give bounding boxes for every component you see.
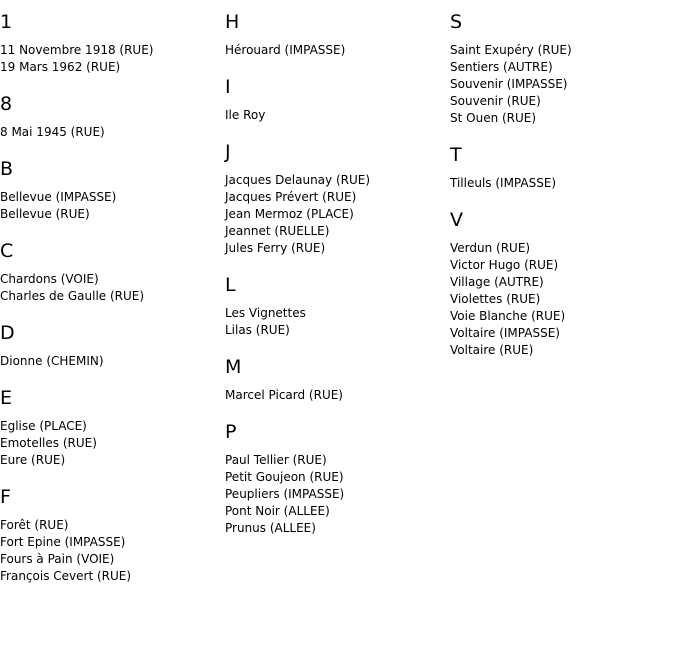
- street-item: Fort Epine (IMPASSE): [0, 535, 126, 549]
- street-item: Souvenir (IMPASSE): [450, 77, 568, 91]
- street-item: Voltaire (IMPASSE): [450, 326, 560, 340]
- street-item: Saint Exupéry (RUE): [450, 43, 572, 57]
- letter-section: [225, 274, 445, 339]
- street-item: François Cevert (RUE): [0, 569, 132, 583]
- letter-heading: T: [450, 144, 462, 166]
- street-list: [225, 172, 445, 257]
- street-item: Fours à Pain (VOIE): [0, 552, 115, 566]
- letter-heading: I: [225, 76, 231, 98]
- street-list: [450, 42, 670, 127]
- letter-section: [225, 141, 445, 257]
- street-item: Tilleuls (IMPASSE): [450, 176, 557, 190]
- street-item: St Ouen (RUE): [450, 111, 537, 125]
- street-item: 8 Mai 1945 (RUE): [0, 125, 105, 139]
- street-list: [225, 42, 445, 59]
- street-list: [0, 189, 220, 223]
- letter-heading: D: [0, 322, 15, 344]
- letter-section: [225, 356, 445, 404]
- letter-section: [0, 387, 220, 469]
- street-item: Ile Roy: [225, 108, 266, 122]
- street-item: Emotelles (RUE): [0, 436, 97, 450]
- letter-heading: V: [450, 209, 463, 231]
- street-item: Dionne (CHEMIN): [0, 354, 104, 368]
- street-list: [450, 240, 670, 359]
- street-item: Voie Blanche (RUE): [450, 309, 566, 323]
- street-item: Verdun (RUE): [450, 241, 531, 255]
- street-item: Jacques Prévert (RUE): [225, 190, 357, 204]
- street-list: [450, 175, 670, 192]
- street-list: [0, 124, 220, 141]
- letter-heading: L: [225, 274, 236, 296]
- street-index-column-2: [225, 0, 445, 537]
- letter-heading: J: [225, 141, 231, 163]
- letter-section: [450, 144, 670, 192]
- letter-section: [0, 486, 220, 585]
- letter-heading: S: [450, 11, 463, 33]
- street-item: Marcel Picard (RUE): [225, 388, 343, 402]
- street-item: 11 Novembre 1918 (RUE): [0, 43, 154, 57]
- street-item: Prunus (ALLEE): [225, 521, 316, 535]
- letter-heading: E: [0, 387, 13, 409]
- street-item: Eure (RUE): [0, 453, 66, 467]
- street-item: Chardons (VOIE): [0, 272, 99, 286]
- street-item: Les Vignettes: [225, 306, 306, 320]
- street-item: Victor Hugo (RUE): [450, 258, 559, 272]
- street-item: Forêt (RUE): [0, 518, 69, 532]
- street-item: Jules Ferry (RUE): [225, 241, 326, 255]
- letter-section: [0, 93, 220, 141]
- letter-section: [450, 11, 670, 127]
- street-list: [225, 107, 445, 124]
- letter-section: [225, 11, 445, 59]
- street-item: Village (AUTRE): [450, 275, 544, 289]
- letter-heading: M: [225, 356, 242, 378]
- street-item: Bellevue (IMPASSE): [0, 190, 117, 204]
- street-item: Lilas (RUE): [225, 323, 290, 337]
- street-list: [0, 42, 220, 76]
- street-item: Souvenir (RUE): [450, 94, 541, 108]
- street-list: [225, 387, 445, 404]
- letter-heading: F: [0, 486, 11, 508]
- letter-heading: 1: [0, 11, 13, 33]
- street-item: Paul Tellier (RUE): [225, 453, 327, 467]
- letter-section: [0, 240, 220, 305]
- street-item: Jacques Delaunay (RUE): [225, 173, 371, 187]
- letter-section: [225, 76, 445, 124]
- letter-heading: 8: [0, 93, 13, 115]
- street-item: Charles de Gaulle (RUE): [0, 289, 145, 303]
- letter-heading: B: [0, 158, 14, 180]
- letter-section: [225, 421, 445, 537]
- letter-section: [0, 158, 220, 223]
- street-item: 19 Mars 1962 (RUE): [0, 60, 121, 74]
- street-item: Jean Mermoz (PLACE): [225, 207, 354, 221]
- letter-heading: P: [225, 421, 237, 443]
- street-index-column-3: [450, 0, 670, 359]
- street-item: Eglise (PLACE): [0, 419, 87, 433]
- street-list: [225, 305, 445, 339]
- street-item: Petit Goujeon (RUE): [225, 470, 344, 484]
- street-list: [0, 418, 220, 469]
- letter-heading: H: [225, 11, 240, 33]
- letter-section: [0, 11, 220, 76]
- street-item: Peupliers (IMPASSE): [225, 487, 345, 501]
- street-list: [225, 452, 445, 537]
- street-item: Voltaire (RUE): [450, 343, 534, 357]
- street-item: Hérouard (IMPASSE): [225, 43, 346, 57]
- street-list: [0, 353, 220, 370]
- letter-section: [0, 322, 220, 370]
- letter-heading: C: [0, 240, 14, 262]
- street-item: Sentiers (AUTRE): [450, 60, 553, 74]
- street-item: Bellevue (RUE): [0, 207, 90, 221]
- street-item: Violettes (RUE): [450, 292, 541, 306]
- street-item: Jeannet (RUELLE): [225, 224, 330, 238]
- street-index-column-1: [0, 0, 220, 585]
- letter-section: [450, 209, 670, 359]
- street-item: Pont Noir (ALLEE): [225, 504, 330, 518]
- street-list: [0, 271, 220, 305]
- street-list: [0, 517, 220, 585]
